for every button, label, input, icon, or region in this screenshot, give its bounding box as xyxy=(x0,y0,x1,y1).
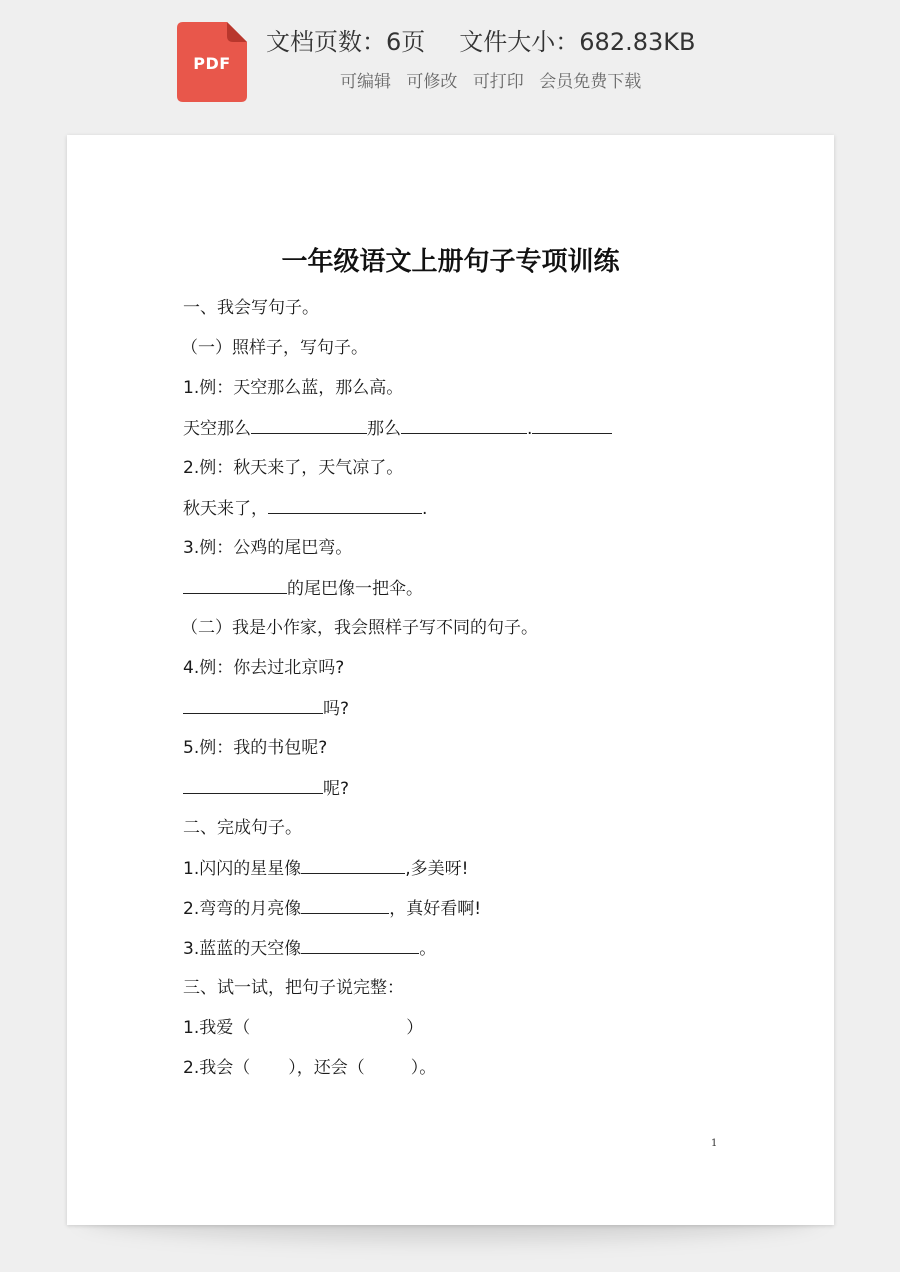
subsection-2-heading: （二）我是小作家，我会照样子写不同的句子。 xyxy=(181,618,538,638)
subsection-1-heading: （一）照样子，写句子。 xyxy=(181,338,368,358)
exercise-1-text-a: 天空那么 xyxy=(183,419,251,439)
document-page xyxy=(67,135,834,1225)
feature-editable: 可编辑 xyxy=(340,72,391,92)
file-meta xyxy=(266,22,695,57)
practice-2 xyxy=(183,1057,436,1079)
answer-blank[interactable] xyxy=(401,417,527,434)
section-1-heading: 一、我会写句子。 xyxy=(183,298,319,318)
example-3: 3.例：公鸡的尾巴弯。 xyxy=(183,538,353,558)
exercise-4 xyxy=(183,697,349,720)
practice-1-text-b: ） xyxy=(406,1018,424,1038)
pdf-file-icon xyxy=(177,22,247,102)
completion-2-text-b: ，真好看啊! xyxy=(389,899,482,919)
completion-1-text-b: ,多美呀! xyxy=(405,859,469,879)
page-number: 1 xyxy=(711,1138,718,1149)
exercise-2-text-b: . xyxy=(422,499,428,519)
exercise-2-text-a: 秋天来了， xyxy=(183,499,268,519)
answer-blank[interactable] xyxy=(183,697,323,714)
practice-2-text-c: ）。 xyxy=(410,1058,437,1078)
completion-3-text-a: 3.蓝蓝的天空像 xyxy=(183,939,302,959)
example-4: 4.例：你去过北京吗? xyxy=(183,658,345,678)
exercise-4-text: 吗? xyxy=(323,699,350,719)
exercise-5 xyxy=(183,777,349,800)
answer-blank[interactable] xyxy=(251,417,367,434)
document-title: 一年级语文上册句子专项训练 xyxy=(281,247,620,277)
exercise-3 xyxy=(183,577,423,600)
practice-2-text-a: 2.我会（ xyxy=(183,1058,251,1078)
exercise-3-text: 的尾巴像一把伞。 xyxy=(287,579,423,599)
example-1: 1.例：天空那么蓝，那么高。 xyxy=(183,378,404,398)
answer-blank[interactable] xyxy=(183,777,323,794)
page-count: 文档页数：6页 xyxy=(266,28,426,56)
answer-blank[interactable] xyxy=(268,497,422,514)
practice-1 xyxy=(183,1017,423,1039)
exercise-5-text: 呢? xyxy=(323,779,350,799)
example-5: 5.例：我的书包呢? xyxy=(183,738,328,758)
feature-modifiable: 可修改 xyxy=(406,72,458,92)
answer-blank[interactable] xyxy=(301,937,419,954)
feature-list xyxy=(340,67,651,92)
example-2: 2.例：秋天来了，天气凉了。 xyxy=(183,458,404,478)
exercise-2 xyxy=(183,497,427,520)
feature-member-download[interactable]: 会员免费下载 xyxy=(539,72,642,92)
exercise-1 xyxy=(183,417,612,440)
answer-blank[interactable] xyxy=(301,857,405,874)
section-2-heading: 二、完成句子。 xyxy=(183,818,302,838)
completion-3 xyxy=(183,937,436,960)
pdf-badge-label: PDF xyxy=(193,54,231,73)
section-3-heading: 三、试一试，把句子说完整： xyxy=(183,978,404,998)
completion-3-text-b: 。 xyxy=(419,939,437,959)
exercise-1-text-c: . xyxy=(527,419,533,439)
answer-blank[interactable] xyxy=(183,577,287,594)
answer-blank[interactable] xyxy=(301,897,389,914)
completion-2-text-a: 2.弯弯的月亮像 xyxy=(183,899,302,919)
completion-1-text-a: 1.闪闪的星星像 xyxy=(183,859,302,879)
exercise-1-text-b: 那么 xyxy=(367,419,401,439)
practice-1-text-a: 1.我爱（ xyxy=(183,1018,251,1038)
completion-2 xyxy=(183,897,481,920)
feature-printable: 可打印 xyxy=(472,72,524,92)
practice-2-text-b: ），还会（ xyxy=(288,1058,365,1078)
completion-1 xyxy=(183,857,468,880)
answer-blank[interactable] xyxy=(532,417,612,434)
file-size: 文件大小：682.83KB xyxy=(459,28,696,56)
